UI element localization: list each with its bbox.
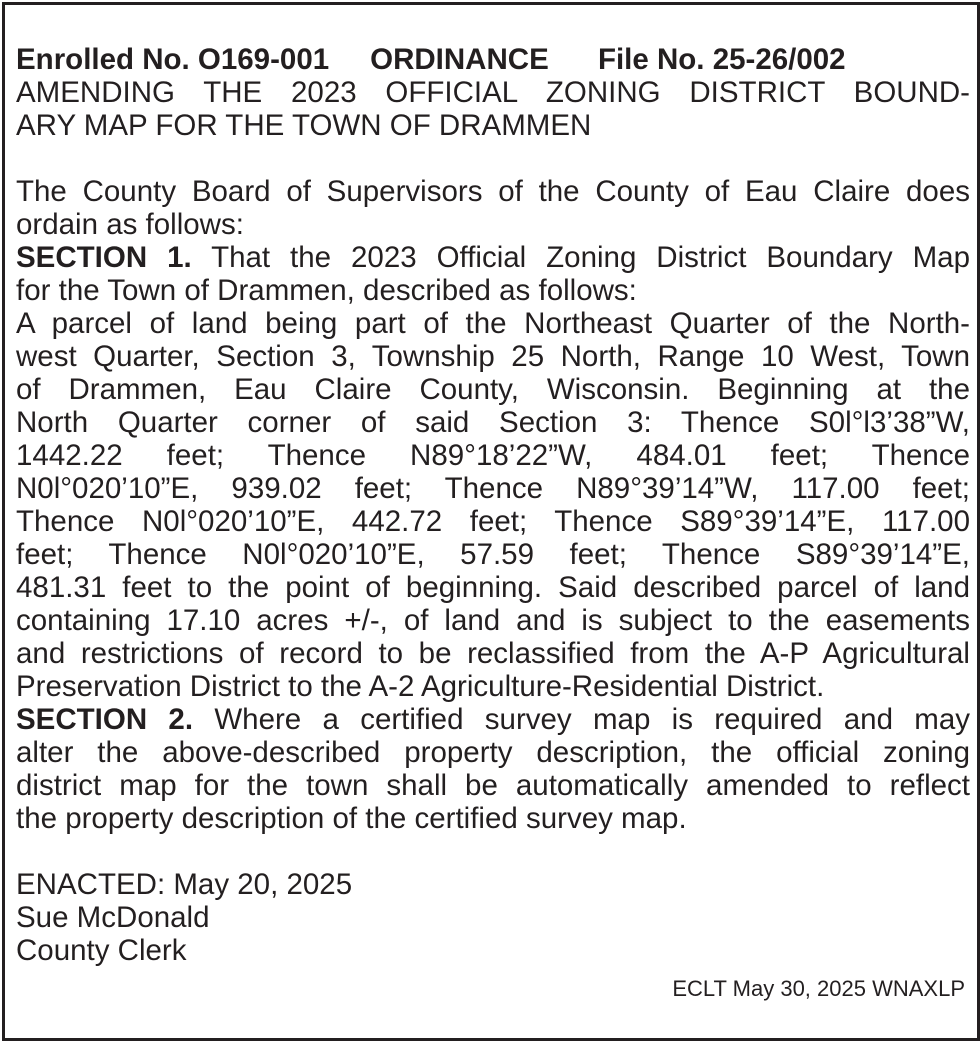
spacer bbox=[16, 835, 970, 868]
section-1-line: 1442.22 feet; Thence N89°18’22”W, 484.01 feet; Thence bbox=[16, 439, 970, 472]
ordinance-header bbox=[16, 43, 970, 76]
enrolled-number: Enrolled No. O169-001 bbox=[16, 43, 330, 76]
section-1-line-1 bbox=[16, 241, 970, 274]
section-1-line: and restrictions of record to be reclassified from the A-P Agricultural bbox=[16, 637, 970, 670]
section-1-line: for the Town of Drammen, described as follows: bbox=[16, 274, 637, 307]
section-2-line: the property description of the certified survey map. bbox=[16, 802, 687, 835]
signer-name: Sue McDonald bbox=[16, 901, 210, 934]
ordinance-title-line-1: AMENDING THE 2023 OFFICIAL ZONING DISTRICT BOUND- bbox=[16, 76, 970, 109]
section-2-line: district map for the town shall be automatically amended to reflect bbox=[16, 769, 970, 802]
section-1-label: SECTION 1. bbox=[16, 241, 192, 274]
section-1-line: Preservation District to the A-2 Agriculture-Residential District. bbox=[16, 670, 825, 703]
ordinance-title-line-2: ARY MAP FOR THE TOWN OF DRAMMEN bbox=[16, 109, 592, 142]
spacer bbox=[16, 142, 970, 175]
ordinance-type: ORDINANCE bbox=[370, 43, 549, 76]
section-1-line: of Drammen, Eau Claire County, Wisconsin. Beginning at the bbox=[16, 373, 970, 406]
enacted-date: ENACTED: May 20, 2025 bbox=[16, 868, 353, 901]
section-1-line: N0l°020’10”E, 939.02 feet; Thence N89°39’14”W, 117.00 feet; bbox=[16, 472, 970, 505]
ordinance-notice bbox=[16, 43, 970, 967]
publication-tag: ECLT May 30, 2025 WNAXLP bbox=[672, 976, 965, 1001]
preamble-line-2: ordain as follows: bbox=[16, 208, 244, 241]
section-1-line: North Quarter corner of said Section 3: Thence S0l°l3’38”W, bbox=[16, 406, 970, 439]
notice-frame bbox=[2, 2, 980, 1041]
file-number: File No. 25-26/002 bbox=[597, 43, 846, 76]
section-2-line-1 bbox=[16, 703, 970, 736]
preamble-line-1: The County Board of Supervisors of the County of Eau Claire does bbox=[16, 175, 970, 208]
section-1-line: Thence N0l°020’10”E, 442.72 feet; Thence S89°39’14”E, 117.00 bbox=[16, 505, 970, 538]
section-1-line: feet; Thence N0l°020’10”E, 57.59 feet; Thence S89°39’14”E, bbox=[16, 538, 970, 571]
section-1-line: A parcel of land being part of the Northeast Quarter of the North- bbox=[16, 307, 970, 340]
section-1-intro: That the 2023 Official Zoning District Boundary Map bbox=[191, 241, 970, 274]
section-2-label: SECTION 2. bbox=[16, 703, 194, 736]
section-1-line: 481.31 feet to the point of beginning. Said described parcel of land bbox=[16, 571, 970, 604]
section-1-line: containing 17.10 acres +/-, of land and is subject to the easements bbox=[16, 604, 970, 637]
signer-title: County Clerk bbox=[16, 934, 187, 967]
section-2-line: alter the above-described property description, the official zoning bbox=[16, 736, 970, 769]
section-1-line: west Quarter, Section 3, Township 25 North, Range 10 West, Town bbox=[16, 340, 970, 373]
section-2-intro: Where a certified survey map is required and may bbox=[193, 703, 971, 736]
